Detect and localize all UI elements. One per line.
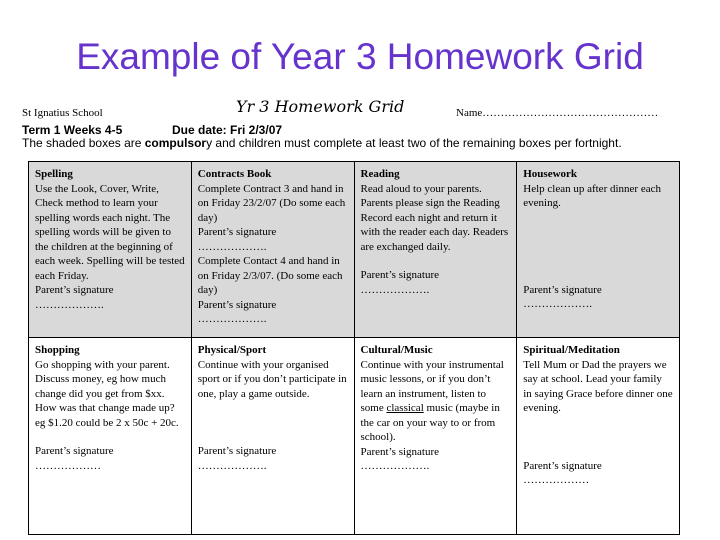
instruction-text-post: y and children must complete at least two of the remaining boxes per fortnight. (206, 136, 622, 150)
signature-line: ……………… (35, 459, 101, 472)
cell-body: Continue with your instrumental music lessons, or if you don’t learn an instrument, listen to some classical music (maybe in the car on your way to or from school). (360, 358, 504, 443)
cell-spiritual-meditation (517, 338, 680, 535)
signature-label: Parent’s signature (523, 283, 602, 296)
cell-title: Cultural/Music (360, 344, 433, 356)
cell-contracts-book (191, 162, 354, 338)
signature-label: Parent’s signature (360, 269, 440, 281)
grid-row-optional (29, 338, 680, 535)
signature-line: ………………. (197, 459, 267, 472)
signature-label: Parent’s signature (35, 284, 114, 296)
signature-line: ………………. (35, 298, 104, 311)
signature-label: Parent’s signature (197, 298, 277, 311)
cell-body: Continue with your organised sport or if you don’t participate in one, play a game outside. (197, 358, 347, 400)
signature-label: Parent’s signature (360, 445, 440, 458)
cell-shopping (29, 338, 192, 535)
cell-title: Housework (523, 168, 578, 180)
school-name: St Ignatius School (22, 107, 103, 119)
term-label: Term 1 Weeks 4-5 (22, 123, 123, 137)
page-title: Example of Year 3 Homework Grid (76, 36, 644, 77)
cell-spelling (29, 162, 192, 338)
cell-reading (354, 162, 517, 338)
signature-line: ……………… (523, 474, 590, 486)
grid-row-compulsory (29, 162, 680, 338)
cell-body: Complete Contract 3 and hand in on Friday 23/2/07 (Do some each day) (197, 182, 346, 224)
underlined-word: classical (386, 402, 424, 414)
cell-title: Shopping (35, 344, 80, 356)
cell-housework (517, 162, 680, 338)
cell-body: Tell Mum or Dad the prayers we say at school. Lead your family in saying Grace before dinner one evening. (523, 358, 673, 414)
cell-body: Help clean up after dinner each evening. (523, 182, 661, 209)
name-field: Name………………………………………… (456, 107, 659, 119)
cell-physical-sport (191, 338, 354, 535)
cell-title: Spelling (35, 168, 73, 180)
cell-title: Spiritual/Meditation (523, 344, 620, 356)
signature-line: ………………. (523, 298, 592, 310)
instruction-text-bold: compulsor (144, 136, 207, 150)
cell-title: Contracts Book (197, 168, 272, 180)
signature-line: ………………. (197, 240, 267, 253)
cell-body-second: Complete Contact 4 and hand in on Friday 2/3/07. (Do some each day) (197, 255, 343, 296)
cell-cultural-music (354, 338, 517, 535)
instruction-text-pre: The shaded boxes are (22, 136, 145, 150)
signature-label: Parent’s signature (197, 445, 277, 457)
cell-body: Use the Look, Cover, Write, Check method to learn your spelling words each night. The spelling words will be given to the children at the beginning of each week. Spelling will be tested each Friday. (35, 182, 185, 282)
signature-label: Parent’s signature (197, 226, 277, 238)
cell-body: Go shopping with your parent. Discuss money, eg how much change did you get from $xx. How was that change made up? eg $1.20 could be 2 x 50c + 20c. (35, 358, 179, 429)
signature-line: ………………. (360, 283, 430, 296)
signature-label: Parent’s signature (35, 445, 114, 457)
due-date-label: Due date: Fri 2/3/07 (172, 123, 283, 137)
cell-title: Reading (360, 168, 400, 180)
cell-title: Physical/Sport (197, 344, 267, 356)
cell-body: Read aloud to your parents. Parents please sign the Reading Record each night and return it with the reader each day. Readers are exchanged daily. (360, 182, 509, 253)
signature-line: ………………. (197, 313, 267, 325)
signature-label: Parent’s signature (523, 459, 602, 472)
instructions (22, 136, 622, 150)
grid-title: Yr 3 Homework Grid (236, 97, 405, 116)
homework-grid (28, 161, 680, 535)
signature-line: ………………. (360, 460, 430, 472)
